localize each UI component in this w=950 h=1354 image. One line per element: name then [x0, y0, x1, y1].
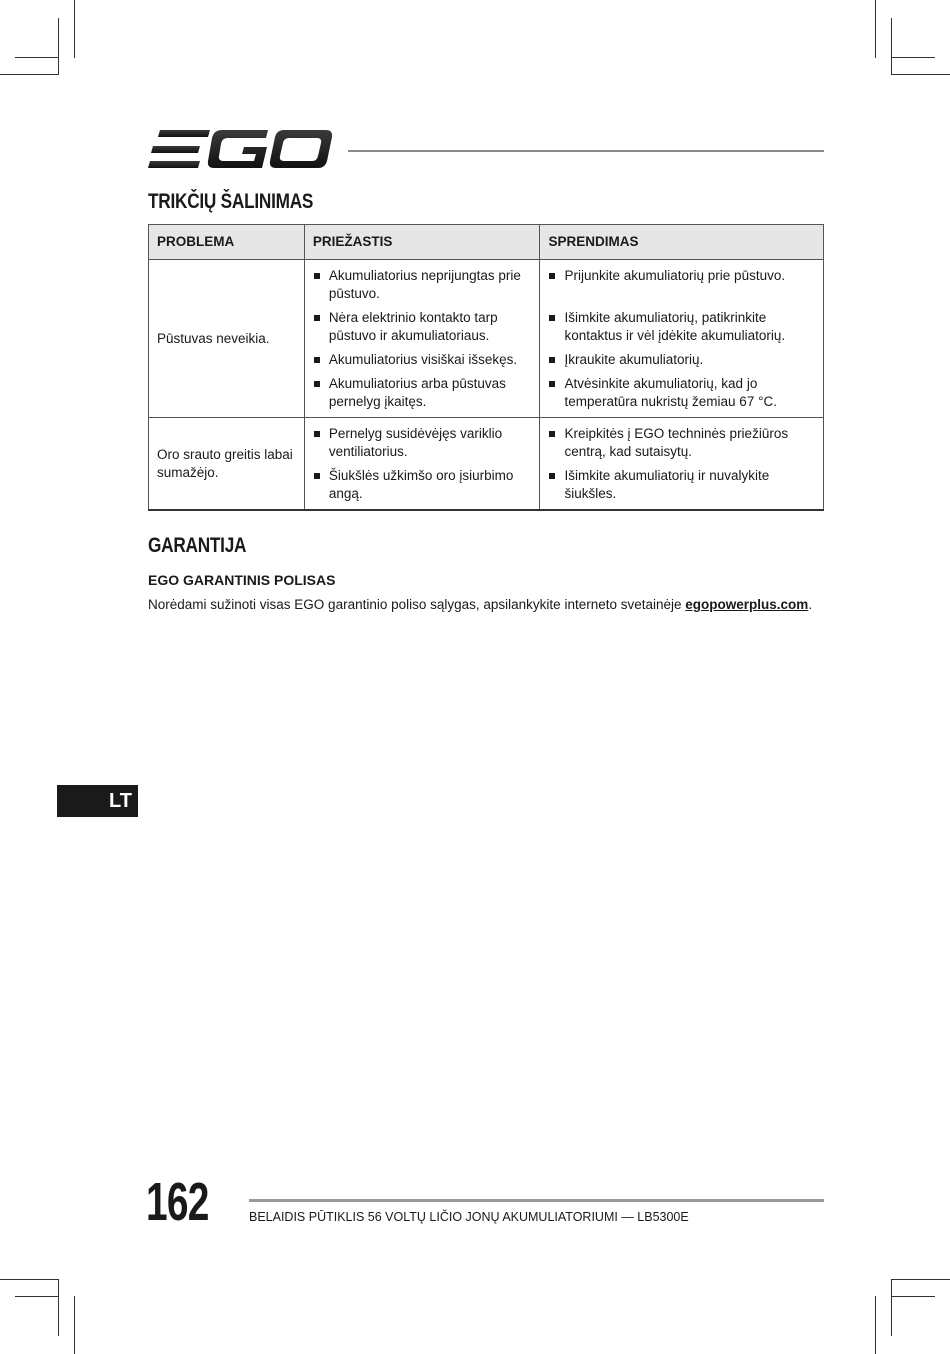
- crop-mark: [58, 1279, 59, 1336]
- crop-mark: [74, 0, 75, 58]
- list-item: Akumuliatorius neprijungtas prie pūstuvo.: [313, 267, 532, 303]
- language-tab: LT: [57, 785, 138, 817]
- table-row: [149, 260, 824, 418]
- crop-mark: [892, 1279, 950, 1280]
- crop-mark: [0, 74, 58, 75]
- page-number: 162: [146, 1172, 209, 1232]
- crop-mark: [891, 18, 892, 75]
- warranty-body: Norėdami sužinoti visas EGO garantinio poliso sąlygas, apsilankykite interneto svetainėje: [148, 597, 686, 612]
- warranty-subtitle: EGO GARANTINIS POLISAS: [148, 572, 336, 588]
- crop-mark: [875, 1296, 876, 1354]
- solution-cell: [540, 260, 824, 418]
- header-problem: PROBLEMA: [149, 225, 305, 260]
- list-item: Akumuliatorius visiškai išsekęs.: [313, 351, 532, 369]
- header-solution: SPRENDIMAS: [540, 225, 824, 260]
- cause-cell: [304, 260, 540, 418]
- crop-mark: [891, 1279, 892, 1336]
- solution-cell: [540, 418, 824, 511]
- troubleshooting-table: [148, 224, 824, 511]
- header-rule: [348, 150, 824, 152]
- header-cause: PRIEŽASTIS: [304, 225, 540, 260]
- table-header-row: [149, 225, 824, 260]
- list-item: Išimkite akumuliatorių ir nuvalykite šiukšles.: [548, 467, 815, 503]
- warranty-text: [148, 597, 812, 612]
- warranty-end: .: [808, 597, 813, 612]
- ego-logo: [148, 128, 332, 172]
- problem-cell: Pūstuvas neveikia.: [149, 260, 305, 418]
- list-item: Šiukšlės užkimšo oro įsiurbimo angą.: [313, 467, 532, 503]
- list-item: Nėra elektrinio kontakto tarp pūstuvo ir akumuliatoriaus.: [313, 309, 532, 345]
- list-item: Prijunkite akumuliatorių prie pūstuvo.: [548, 267, 815, 285]
- crop-mark: [58, 18, 59, 75]
- list-item: Įkraukite akumuliatorių.: [548, 351, 815, 369]
- crop-mark: [875, 0, 876, 58]
- table-row: [149, 418, 824, 511]
- crop-mark: [892, 74, 950, 75]
- list-item: Išimkite akumuliatorių, patikrinkite kontaktus ir vėl įdėkite akumuliatorių.: [548, 309, 815, 345]
- list-item: Akumuliatorius arba pūstuvas pernelyg įkaitęs.: [313, 375, 532, 411]
- list-item: Kreipkitės į EGO techninės priežiūros centrą, kad sutaisytų.: [548, 425, 815, 461]
- crop-mark: [15, 1296, 59, 1297]
- crop-mark: [891, 57, 935, 58]
- footer-rule: [249, 1199, 824, 1202]
- list-item: Pernelyg susidėvėjęs variklio ventiliatorius.: [313, 425, 532, 461]
- problem-cell: Oro srauto greitis labai sumažėjo.: [149, 418, 305, 511]
- warranty-title: GARANTIJA: [148, 534, 247, 557]
- footer-title: BELAIDIS PŪTIKLIS 56 VOLTŲ LIČIO JONŲ AKUMULIATORIUMI — LB5300E: [249, 1210, 689, 1224]
- crop-mark: [15, 57, 59, 58]
- crop-mark: [891, 1296, 935, 1297]
- crop-mark: [0, 1279, 58, 1280]
- crop-mark: [74, 1296, 75, 1354]
- troubleshooting-title: TRIKČIŲ ŠALINIMAS: [148, 190, 314, 213]
- list-item: Atvėsinkite akumuliatorių, kad jo temperatūra nukristų žemiau 67 °C.: [548, 375, 815, 411]
- cause-cell: [304, 418, 540, 511]
- warranty-link[interactable]: egopowerplus.com: [685, 597, 809, 612]
